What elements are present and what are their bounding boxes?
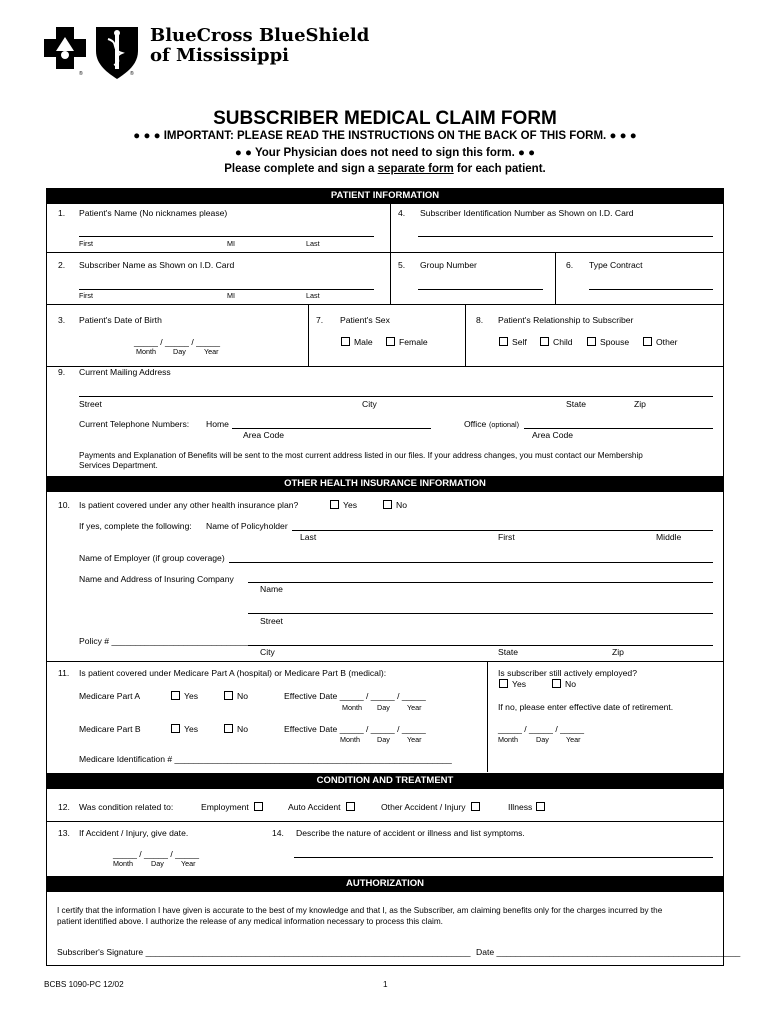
no-label: No xyxy=(565,679,576,689)
subscriber-signature-input[interactable]: Subscriber's Signature ____________________________________________________________________ xyxy=(57,947,471,957)
complete-note-pre: Please complete and sign a xyxy=(224,163,378,175)
divider xyxy=(390,204,391,252)
male-checkbox[interactable] xyxy=(341,337,350,346)
home-phone-line[interactable] xyxy=(232,428,431,429)
year-label: Year xyxy=(566,735,581,744)
section-patient-information: PATIENT INFORMATION xyxy=(46,188,724,204)
dob-input[interactable]: _____ / _____ / _____ xyxy=(134,337,221,347)
retirement-date-label: If no, please enter effective date of retirement. xyxy=(498,702,674,712)
day-label: Day xyxy=(536,735,549,744)
part-b-no-checkbox[interactable] xyxy=(224,724,233,733)
insuring-company-label: Name and Address of Insuring Company xyxy=(79,574,234,584)
medicare-id-input[interactable]: Medicare Identification # __________________________________________________________ xyxy=(79,754,452,764)
field-10-number: 10. xyxy=(58,500,70,510)
insurer-name-line[interactable] xyxy=(248,582,713,583)
part-a-no-checkbox[interactable] xyxy=(224,691,233,700)
day-label: Day xyxy=(151,859,164,868)
employer-line[interactable] xyxy=(229,562,713,563)
field-5-number: 5. xyxy=(398,260,406,270)
day-label: Day xyxy=(377,735,390,744)
illness-checkbox[interactable] xyxy=(536,802,545,811)
if-yes-label: If yes, complete the following: xyxy=(79,521,192,531)
employment-label: Employment xyxy=(201,802,249,812)
other-label: Other xyxy=(656,337,678,347)
insurer-name-label: Name xyxy=(260,584,283,594)
middle-label: Middle xyxy=(656,532,682,542)
patient-name-label: Patient's Name (No nicknames please) xyxy=(79,208,228,218)
field-6-number: 6. xyxy=(566,260,574,270)
no-label: No xyxy=(237,691,248,701)
state-label: State xyxy=(498,647,519,657)
patient-name-line[interactable] xyxy=(79,236,374,237)
employer-label: Name of Employer (if group coverage) xyxy=(79,553,225,563)
last-label: Last xyxy=(306,239,320,248)
yes-label: Yes xyxy=(184,691,199,701)
month-label: Month xyxy=(340,735,360,744)
telephone-label: Current Telephone Numbers: xyxy=(79,419,190,429)
child-checkbox[interactable] xyxy=(540,337,549,346)
certification-text-2: patient identified above. I authorize the release of any medical information necessary to process this claim. xyxy=(57,917,443,926)
office-phone-line[interactable] xyxy=(524,428,713,429)
type-contract-label: Type Contract xyxy=(589,260,643,270)
area-code-label: Area Code xyxy=(532,430,574,440)
day-label: Day xyxy=(173,347,186,356)
row-divider xyxy=(46,252,724,253)
other-coverage-no-checkbox[interactable] xyxy=(383,500,392,509)
row-divider xyxy=(46,661,724,662)
subscriber-name-line[interactable] xyxy=(79,289,374,290)
month-label: Month xyxy=(498,735,518,744)
employed-yes-checkbox[interactable] xyxy=(499,679,508,688)
yes-label: Yes xyxy=(512,679,527,689)
field-9-number: 9. xyxy=(58,367,66,377)
divider xyxy=(390,252,391,304)
zip-label: Zip xyxy=(612,647,624,657)
year-label: Year xyxy=(407,735,422,744)
employed-question-label: Is subscriber still actively employed? xyxy=(498,668,637,678)
office-phone-label: Office xyxy=(464,419,487,429)
mi-label: MI xyxy=(227,291,235,300)
part-a-yes-checkbox[interactable] xyxy=(171,691,180,700)
dob-label: Patient's Date of Birth xyxy=(79,315,162,325)
insurer-street-line[interactable] xyxy=(248,613,713,614)
no-label: No xyxy=(237,724,248,734)
yes-label: Yes xyxy=(184,724,199,734)
subscriber-id-line[interactable] xyxy=(418,236,713,237)
no-label: No xyxy=(396,500,407,510)
subscriber-name-label: Subscriber Name as Shown on I.D. Card xyxy=(79,260,235,270)
female-checkbox[interactable] xyxy=(386,337,395,346)
child-label: Child xyxy=(553,337,573,347)
signature-date-input[interactable]: Date ___________________________________________________ xyxy=(476,947,741,957)
zip-label: Zip xyxy=(634,399,646,409)
page-number: 1 xyxy=(383,980,388,989)
other-checkbox[interactable] xyxy=(643,337,652,346)
yes-label: Yes xyxy=(343,500,358,510)
field-14-number: 14. xyxy=(272,828,284,838)
accident-date-label: If Accident / Injury, give date. xyxy=(79,828,189,838)
address-notice: Payments and Explanation of Benefits will be sent to the most current address listed in our files. If your address changes, you must contact our Membership xyxy=(79,451,643,460)
city-label: City xyxy=(362,399,377,409)
mi-label: MI xyxy=(227,239,235,248)
form-id: BCBS 1090-PC 12/02 xyxy=(44,980,124,989)
field-11-number: 11. xyxy=(58,668,70,678)
part-b-effective-date[interactable]: Effective Date _____ / _____ / _____ xyxy=(284,724,426,734)
field-1-number: 1. xyxy=(58,208,66,218)
form-title: SUBSCRIBER MEDICAL CLAIM FORM xyxy=(213,108,557,129)
divider xyxy=(308,304,309,366)
part-a-effective-date[interactable]: Effective Date _____ / _____ / _____ xyxy=(284,691,426,701)
describe-nature-label: Describe the nature of accident or illness and list symptoms. xyxy=(296,828,525,838)
other-coverage-yes-checkbox[interactable] xyxy=(330,500,339,509)
brand-line-2: of Mississippi xyxy=(150,45,289,66)
field-7-number: 7. xyxy=(316,315,324,325)
complete-note xyxy=(0,163,770,175)
bcbs-logo xyxy=(44,25,140,81)
divider xyxy=(465,304,466,366)
group-number-label: Group Number xyxy=(420,260,477,270)
policy-number-input[interactable]: Policy # ______________________________ xyxy=(79,636,255,646)
field-12-number: 12. xyxy=(58,802,70,812)
certification-text: I certify that the information I have given is accurate to the best of my knowledge and that I, as the Subscriber, am claiming benefits only for the charges incurred by the xyxy=(57,906,663,915)
optional-label: (optional) xyxy=(489,420,519,429)
registered-mark: ® xyxy=(79,71,83,77)
divider xyxy=(487,661,488,772)
first-label: First xyxy=(79,291,93,300)
year-label: Year xyxy=(407,703,422,712)
mailing-address-label: Current Mailing Address xyxy=(79,367,171,377)
field-4-number: 4. xyxy=(398,208,406,218)
part-b-yes-checkbox[interactable] xyxy=(171,724,180,733)
month-label: Month xyxy=(113,859,133,868)
auto-accident-label: Auto Accident xyxy=(288,802,341,812)
spouse-checkbox[interactable] xyxy=(587,337,596,346)
medicare-question-label: Is patient covered under Medicare Part A (hospital) or Medicare Part B (medical): xyxy=(79,668,387,678)
complete-note-post: for each patient. xyxy=(453,163,546,175)
subscriber-id-label: Subscriber Identification Number as Shown on I.D. Card xyxy=(420,208,634,218)
employment-checkbox[interactable] xyxy=(254,802,263,811)
row-divider xyxy=(46,821,724,822)
first-label: First xyxy=(498,532,515,542)
accident-date-input[interactable]: _____ / _____ / _____ xyxy=(113,849,200,859)
other-coverage-label: Is patient covered under any other health insurance plan? xyxy=(79,500,299,510)
condition-related-label: Was condition related to: xyxy=(79,802,174,812)
auto-accident-checkbox[interactable] xyxy=(346,802,355,811)
last-label: Last xyxy=(300,532,317,542)
section-authorization: AUTHORIZATION xyxy=(46,876,724,892)
day-label: Day xyxy=(377,703,390,712)
policyholder-label: Name of Policyholder xyxy=(206,521,288,531)
registered-mark: ® xyxy=(130,71,134,77)
field-2-number: 2. xyxy=(58,260,66,270)
first-label: First xyxy=(79,239,93,248)
type-contract-line[interactable] xyxy=(589,289,713,290)
separate-form-emphasis: separate form xyxy=(377,163,454,175)
brand-name xyxy=(150,26,369,66)
other-accident-checkbox[interactable] xyxy=(471,802,480,811)
section-condition-treatment: CONDITION AND TREATMENT xyxy=(46,773,724,789)
employed-no-checkbox[interactable] xyxy=(552,679,561,688)
self-checkbox[interactable] xyxy=(499,337,508,346)
medicare-part-a-label: Medicare Part A xyxy=(79,691,141,701)
sex-label: Patient's Sex xyxy=(340,315,390,325)
section-other-insurance: OTHER HEALTH INSURANCE INFORMATION xyxy=(46,476,724,492)
home-phone-label: Home xyxy=(206,419,229,429)
year-label: Year xyxy=(204,347,219,356)
other-accident-label: Other Accident / Injury xyxy=(381,802,466,812)
field-3-number: 3. xyxy=(58,315,66,325)
field-8-number: 8. xyxy=(476,315,484,325)
relationship-label: Patient's Relationship to Subscriber xyxy=(498,315,634,325)
female-label: Female xyxy=(399,337,428,347)
insurer-street-label: Street xyxy=(260,616,283,626)
last-label: Last xyxy=(306,291,320,300)
spouse-label: Spouse xyxy=(600,337,630,347)
retirement-date-input[interactable]: _____ / _____ / _____ xyxy=(498,724,585,734)
divider xyxy=(555,252,556,304)
field-13-number: 13. xyxy=(58,828,70,838)
year-label: Year xyxy=(181,859,196,868)
month-label: Month xyxy=(136,347,156,356)
state-label: State xyxy=(566,399,587,409)
city-label: City xyxy=(260,647,275,657)
area-code-label: Area Code xyxy=(243,430,285,440)
group-number-line[interactable] xyxy=(418,289,543,290)
row-divider xyxy=(46,304,724,305)
insurer-city-line[interactable] xyxy=(248,645,713,646)
street-label: Street xyxy=(79,399,102,409)
describe-nature-line[interactable] xyxy=(294,857,713,858)
mailing-address-line[interactable] xyxy=(79,396,713,397)
male-label: Male xyxy=(354,337,373,347)
medicare-part-b-label: Medicare Part B xyxy=(79,724,141,734)
self-label: Self xyxy=(512,337,527,347)
brand-line-1: BlueCross BlueShield xyxy=(150,25,370,46)
illness-label: Illness xyxy=(508,802,533,812)
important-note: ● ● ● IMPORTANT: PLEASE READ THE INSTRUCTIONS ON THE BACK OF THIS FORM. ● ● ● xyxy=(133,130,637,142)
policyholder-line[interactable] xyxy=(292,530,713,531)
address-notice-2: Services Department. xyxy=(79,461,158,470)
month-label: Month xyxy=(342,703,362,712)
physician-note: ● ● Your Physician does not need to sign this form. ● ● xyxy=(234,147,536,159)
